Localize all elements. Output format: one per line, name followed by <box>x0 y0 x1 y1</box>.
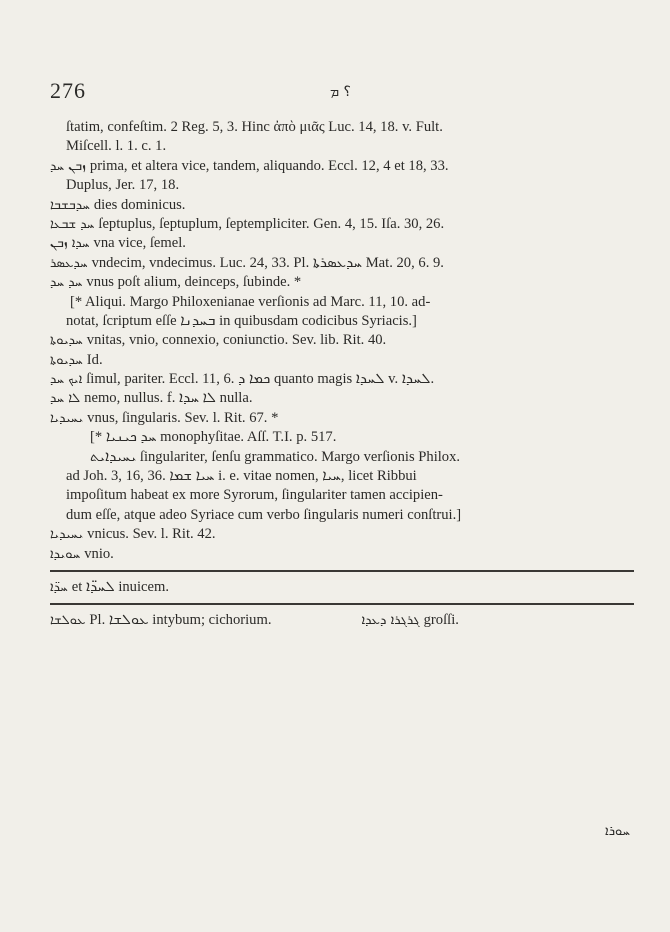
section-rule <box>50 603 634 605</box>
entry-line <box>50 448 640 467</box>
entry-text: Pl. ܥܘܠܫܐ intybum; cichorium. <box>89 612 272 629</box>
footer-entries <box>50 611 640 630</box>
section-rule <box>50 570 634 572</box>
entry-text: [* Aliqui. Margo Philoxenianae verſionis ad Marc. 11, 10. ad- <box>70 293 431 310</box>
entry-line <box>50 176 640 195</box>
syriac-headword: ܚܕܒܫܒܐ <box>50 197 90 213</box>
entry-text: groſſi. <box>423 612 459 629</box>
entry-text: vnus poſt alium, deinceps, ſubinde. * <box>86 274 302 291</box>
entry-text: ſtatim, confeſtim. 2 Reg. 5, 3. Hinc ἀπὸ μιᾶς Luc. 14, 18. v. Fult. <box>66 119 443 135</box>
entry-text: vnus, ſingularis. Sev. l. Rit. 67. * <box>87 409 279 426</box>
entry-line <box>50 293 640 312</box>
entry-line <box>50 157 640 176</box>
entry-line <box>50 254 640 273</box>
entry-line <box>50 331 640 350</box>
entry-text: notat, ſcriptum eſſe ܒܚܕܢܐ in quibusdam codicibus Syriacis.] <box>66 312 417 329</box>
page-number: 276 <box>50 78 86 103</box>
entry-line <box>50 486 640 505</box>
syriac-headword: ܠܐ ܚܕ <box>50 391 81 407</box>
entry-line <box>50 467 640 486</box>
entry-text: vndecim, vndecimus. Luc. 24, 33. Pl. ܚܕܥܣܪܬܐ Mat. 20, 6. 9. <box>91 254 444 271</box>
entry-line <box>50 196 640 215</box>
syriac-headword: ܚܕ ܚܕ <box>50 275 83 291</box>
entry-text: ܝܚܝܕܐܝܬ ſingulariter, ſenſu grammatico. Margo verſionis Philox. <box>90 448 461 465</box>
entry-text: Duplus, Jer. 17, 18. <box>66 177 180 194</box>
entry-text: vnicus. Sev. l. Rit. 42. <box>87 526 216 543</box>
syriac-headword: ܚܕܝܘܬܐ <box>50 352 83 368</box>
entry-line <box>50 273 640 292</box>
entry-line <box>50 118 640 137</box>
entry-text: et ܠܚܕ̈ܐ inuicem. <box>71 578 169 595</box>
entry-line <box>50 137 640 156</box>
syriac-headword: ܚܕܥܣܪ <box>50 255 88 271</box>
running-head: ؟ ܡ <box>330 84 351 100</box>
entry-text: vnitas, vnio, connexio, coniunctio. Sev. lib. Rit. 40. <box>86 332 387 349</box>
entry-text: [* ܚܕ ܟܝܢܝܐ monophyſitae. Aſſ. T.I. p. 517. <box>90 429 337 446</box>
entry-text: vnio. <box>84 545 114 562</box>
separated-entry <box>50 578 640 597</box>
syriac-headword: ܥܘܠܫܐ <box>50 613 86 629</box>
syriac-headword: ܐܝܟ ܚܕ <box>50 372 83 388</box>
entry-line <box>50 351 640 370</box>
entry-text: dum eſſe, atque adeo Syriace cum verbo ſingularis numeri conſtrui.] <box>66 506 462 523</box>
entry-text: vna vice, ſemel. <box>93 235 186 252</box>
syriac-headword: ܙܒܢ ܚܕ <box>50 158 86 174</box>
footer-entry-right <box>361 611 458 630</box>
entry-line <box>50 370 640 389</box>
catchword: ܚܘܪܐ <box>605 824 630 839</box>
entry-line <box>50 215 640 234</box>
entry-text: dies dominicus. <box>93 196 186 213</box>
entry-line <box>50 545 640 564</box>
syriac-headword: ܚܘܝܕܐ <box>50 546 81 562</box>
entry-text: Miſcell. l. 1. c. 1. <box>66 138 167 155</box>
entry-text: nemo, nullus. f. ܠܐ ܚܕܐ nulla. <box>84 390 253 407</box>
syriac-headword: ܝܚܝܕܝܐ <box>50 527 84 543</box>
syriac-headword: ܝܚܝܕܝܐ <box>50 410 84 426</box>
entry-text: prima, et altera vice, tandem, aliquando. Eccl. 12, 4 et 18, 33. <box>89 157 449 174</box>
entry-line <box>50 428 640 447</box>
lexicon-entries <box>50 118 640 631</box>
entry-line <box>50 312 640 331</box>
syriac-headword: ܚܕܝܘܬܐ <box>50 333 83 349</box>
entry-text: ad Joh. 3, 16, 36. ܚܝܐ ܫܡܐ i. e. vitae nomen, ܚܝܐ, licet Ribbui <box>66 468 417 485</box>
entry-line <box>50 409 640 428</box>
syriac-headword: ܚܕܐ ܙܒܢ <box>50 236 90 252</box>
syriac-headword: ܚܕ̈ܐ <box>50 579 68 595</box>
syriac-headword: ܚܕ ܫܒܥܐ <box>50 216 95 232</box>
page-header <box>50 78 630 108</box>
syriac-headword: ܓܪܓܪܐ ܕܥܕܐ <box>361 613 420 629</box>
entry-line <box>50 234 640 253</box>
entry-line <box>50 506 640 525</box>
footer-entry-left <box>50 611 271 630</box>
entry-line <box>50 525 640 544</box>
entry-text: Id. <box>86 351 103 368</box>
entry-line <box>50 389 640 408</box>
entry-text: ſeptuplus, ſeptuplum, ſeptempliciter. Gen. 4, 15. Iſa. 30, 26. <box>98 215 445 232</box>
entry-text: ſimul, pariter. Eccl. 11, 6. ܟܡܐ ܕ quanto magis ܠܚܕܐ v. ܠܚܕܐ. <box>86 371 435 388</box>
entry-text: impoſitum habeat ex more Syrorum, ſingulariter tamen accipien- <box>66 487 443 504</box>
